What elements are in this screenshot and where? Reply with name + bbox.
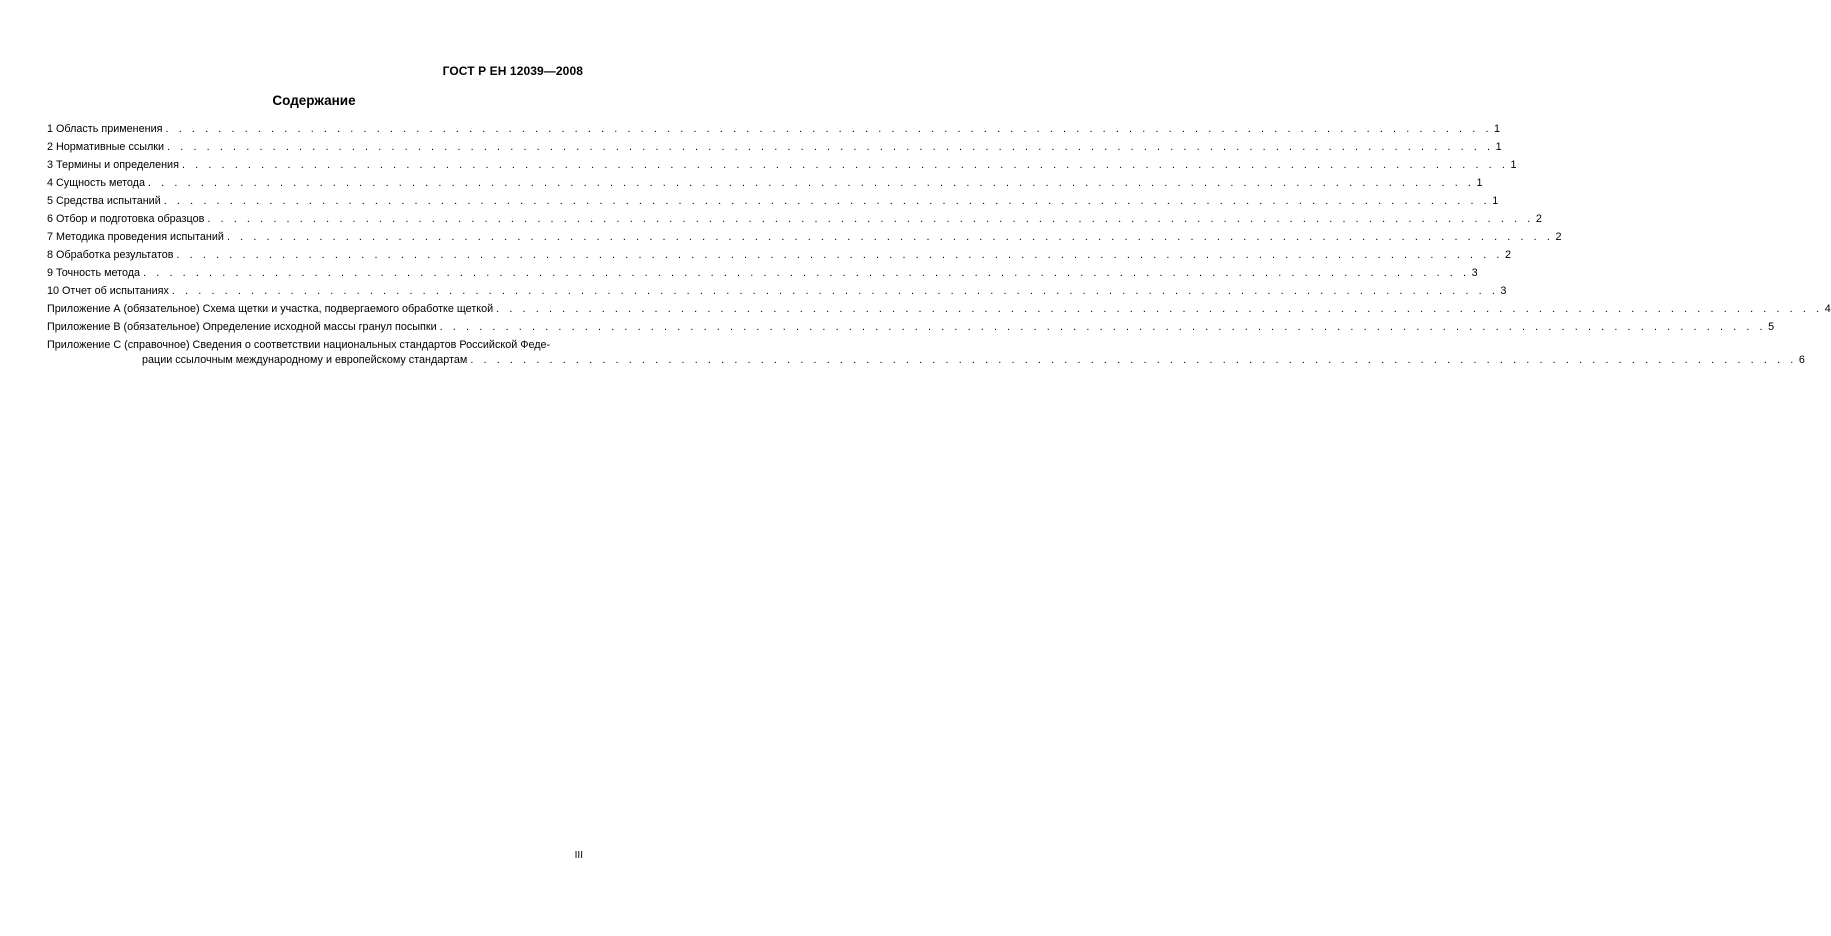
toc-page-number: 2 <box>1535 213 1542 225</box>
toc-page-number: 1 <box>1492 195 1499 207</box>
toc-entry-label: 5 Средства испытаний <box>47 195 161 207</box>
toc-page-number: 6 <box>1798 354 1805 366</box>
toc-entry-label: 4 Сущность метода <box>47 177 145 189</box>
toc-page-number: 1 <box>1510 159 1517 171</box>
toc-entry-label: 1 Область применения <box>47 123 163 135</box>
table-of-contents <box>47 120 1831 368</box>
toc-entry[interactable] <box>47 228 1562 246</box>
toc-entry-label-line2: рации ссылочным международному и европейскому стандартам <box>142 354 468 366</box>
toc-leader-dots: . . . . . . . . . . . . . . . . . . . . . . . . . . . . . . . . . . . . . . . . . . . . . . . . . . . . . . . . . . . . . . . . . . . . . . . . . . . . . . . . . . . . . . . . . . . . . . . . . . . . . <box>439 321 1767 333</box>
toc-leader-dots: . . . . . . . . . . . . . . . . . . . . . . . . . . . . . . . . . . . . . . . . . . . . . . . . . . . . . . . . . . . . . . . . . . . . . . . . . . . . . . . . . . . . . . . . . . . . . . . . . . . . . <box>496 303 1823 315</box>
toc-page-number: 2 <box>1505 249 1512 261</box>
toc-entry[interactable] <box>47 138 1502 156</box>
toc-entry-label: 10 Отчет об испытаниях <box>47 285 169 297</box>
toc-entry-label: 3 Термины и определения <box>47 159 179 171</box>
toc-page-number: 2 <box>1555 231 1562 243</box>
toc-entry[interactable] <box>47 156 1517 174</box>
toc-leader-dots: . . . . . . . . . . . . . . . . . . . . . . . . . . . . . . . . . . . . . . . . . . . . . . . . . . . . . . . . . . . . . . . . . . . . . . . . . . . . . . . . . . . . . . . . . . . . . . . . . . . . . <box>181 159 1509 171</box>
toc-entry[interactable] <box>47 174 1483 192</box>
toc-page-number: 1 <box>1476 177 1483 189</box>
toc-page-number: 1 <box>1495 141 1502 153</box>
toc-entry-label-line1: Приложение С (справочное) Сведения о соответствии национальных стандартов Российской Феде- <box>47 339 551 351</box>
toc-leader-dots: . . . . . . . . . . . . . . . . . . . . . . . . . . . . . . . . . . . . . . . . . . . . . . . . . . . . . . . . . . . . . . . . . . . . . . . . . . . . . . . . . . . . . . . . . . . . . . . . . . . . . <box>226 231 1554 243</box>
toc-entry-label: Приложение А (обязательное) Схема щетки и участка, подвергаемого обработке щеткой <box>47 303 494 315</box>
toc-entry-label: 8 Обработка результатов <box>47 249 174 261</box>
toc-entry[interactable] <box>47 246 1512 264</box>
toc-entry[interactable] <box>47 282 1507 300</box>
toc-entry-second-line <box>47 353 1805 368</box>
toc-entry-appendix-b[interactable] <box>47 318 1775 336</box>
page-number: III <box>574 850 583 861</box>
toc-title: Содержание <box>272 93 356 108</box>
toc-entry[interactable] <box>47 192 1499 210</box>
toc-entry[interactable] <box>47 264 1478 282</box>
toc-entry-label: Приложение В (обязательное) Определение исходной массы гранул посыпки <box>47 321 437 333</box>
toc-page-number: 4 <box>1824 303 1831 315</box>
toc-leader-dots: . . . . . . . . . . . . . . . . . . . . . . . . . . . . . . . . . . . . . . . . . . . . . . . . . . . . . . . . . . . . . . . . . . . . . . . . . . . . . . . . . . . . . . . . . . . . . . . . . . . . . <box>176 249 1504 261</box>
toc-entry-label: 6 Отбор и подготовка образцов <box>47 213 205 225</box>
toc-leader-dots: . . . . . . . . . . . . . . . . . . . . . . . . . . . . . . . . . . . . . . . . . . . . . . . . . . . . . . . . . . . . . . . . . . . . . . . . . . . . . . . . . . . . . . . . . . . . . . . . . . . . . <box>165 123 1493 135</box>
toc-page-number: 3 <box>1471 267 1478 279</box>
toc-entry[interactable] <box>47 120 1501 138</box>
toc-entry-label: 7 Методика проведения испытаний <box>47 231 224 243</box>
toc-leader-dots: . . . . . . . . . . . . . . . . . . . . . . . . . . . . . . . . . . . . . . . . . . . . . . . . . . . . . . . . . . . . . . . . . . . . . . . . . . . . . . . . . . . . . . . . . . . . . . . . . . . . . <box>163 195 1491 207</box>
toc-page-number: 5 <box>1768 321 1775 333</box>
document-code: ГОСТ Р ЕН 12039—2008 <box>442 64 583 78</box>
toc-entry-appendix-c[interactable] <box>47 338 1805 368</box>
toc-leader-dots: . . . . . . . . . . . . . . . . . . . . . . . . . . . . . . . . . . . . . . . . . . . . . . . . . . . . . . . . . . . . . . . . . . . . . . . . . . . . . . . . . . . . . . . . . . . . . . . . . . . . . <box>167 141 1494 153</box>
toc-leader-dots: . . . . . . . . . . . . . . . . . . . . . . . . . . . . . . . . . . . . . . . . . . . . . . . . . . . . . . . . . . . . . . . . . . . . . . . . . . . . . . . . . . . . . . . . . . . . . . . . . . . . . <box>171 285 1499 297</box>
toc-entry-appendix-a[interactable] <box>47 300 1831 318</box>
toc-entry-label: 2 Нормативные ссылки <box>47 141 165 153</box>
toc-leader-dots: . . . . . . . . . . . . . . . . . . . . . . . . . . . . . . . . . . . . . . . . . . . . . . . . . . . . . . . . . . . . . . . . . . . . . . . . . . . . . . . . . . . . . . . . . . . . . . . . . . . . . <box>207 213 1534 225</box>
toc-leader-dots: . . . . . . . . . . . . . . . . . . . . . . . . . . . . . . . . . . . . . . . . . . . . . . . . . . . . . . . . . . . . . . . . . . . . . . . . . . . . . . . . . . . . . . . . . . . . . . . . . . . . . <box>143 267 1470 279</box>
toc-entry[interactable] <box>47 210 1542 228</box>
toc-page-number: 1 <box>1494 123 1501 135</box>
toc-entry-label: 9 Точность метода <box>47 267 141 279</box>
toc-leader-dots: . . . . . . . . . . . . . . . . . . . . . . . . . . . . . . . . . . . . . . . . . . . . . . . . . . . . . . . . . . . . . . . . . . . . . . . . . . . . . . . . . . . . . . . . . . . . . . . . . . . . . <box>147 177 1475 189</box>
toc-page-number: 3 <box>1500 285 1507 297</box>
toc-leader-dots: . . . . . . . . . . . . . . . . . . . . . . . . . . . . . . . . . . . . . . . . . . . . . . . . . . . . . . . . . . . . . . . . . . . . . . . . . . . . . . . . . . . . . . . . . . . . . . . . . . . . . <box>470 354 1797 366</box>
